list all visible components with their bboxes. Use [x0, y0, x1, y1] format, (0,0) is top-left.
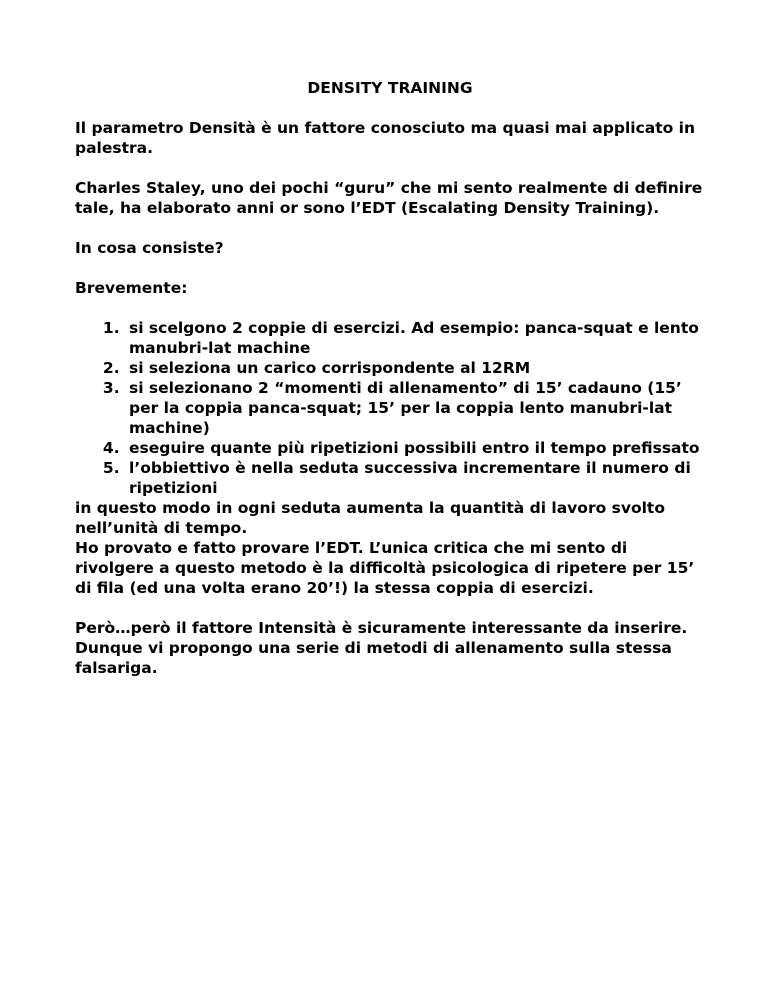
list-item: 5. l’obbiettivo è nella seduta successiva incrementare il numero di ripetizioni — [125, 458, 705, 498]
list-item: 1. si scelgono 2 coppie di esercizi. Ad esempio: panca-squat e lento manubri-lat machine — [125, 318, 705, 358]
steps-list — [75, 318, 705, 498]
paragraph-closing: Però…però il fattore Intensità è sicuramente interessante da inserire. Dunque vi propongo una serie di metodi di allenamento sulla stessa falsariga. — [75, 619, 688, 677]
list-item: 3. si selezionano 2 “momenti di allenamento” di 15’ cadauno (15’ per la coppia panca-squat; 15’ per la coppia lento manubri-lat machine) — [125, 378, 705, 438]
paragraph-staley: Charles Staley, uno dei pochi “guru” che mi sento realmente di definire tale, ha elaborato anni or sono l’EDT (Escalating Density Training). — [75, 179, 703, 217]
paragraph-question: In cosa consiste? — [75, 239, 224, 257]
document-page — [75, 78, 705, 678]
list-item: 2. si seleziona un carico corrispondente al 12RM — [125, 358, 705, 378]
list-item: 4. eseguire quante più ripetizioni possibili entro il tempo prefissato — [125, 438, 705, 458]
paragraph-after-list: in questo modo in ogni seduta aumenta la quantità di lavoro svolto nell’unità di tempo. Ho provato e fatto provare l’EDT. L’unica critica che mi sento di rivolgere a questo metodo è la difficoltà psicologica di ripetere per 15’ di fila (ed una volta erano 20’!) la stessa coppia di esercizi. — [75, 499, 695, 597]
document-title: DENSITY TRAINING — [307, 79, 473, 97]
paragraph-intro: Il parametro Densità è un fattore conosciuto ma quasi mai applicato in palestra. — [75, 119, 696, 157]
paragraph-brevemente: Brevemente: — [75, 279, 188, 297]
